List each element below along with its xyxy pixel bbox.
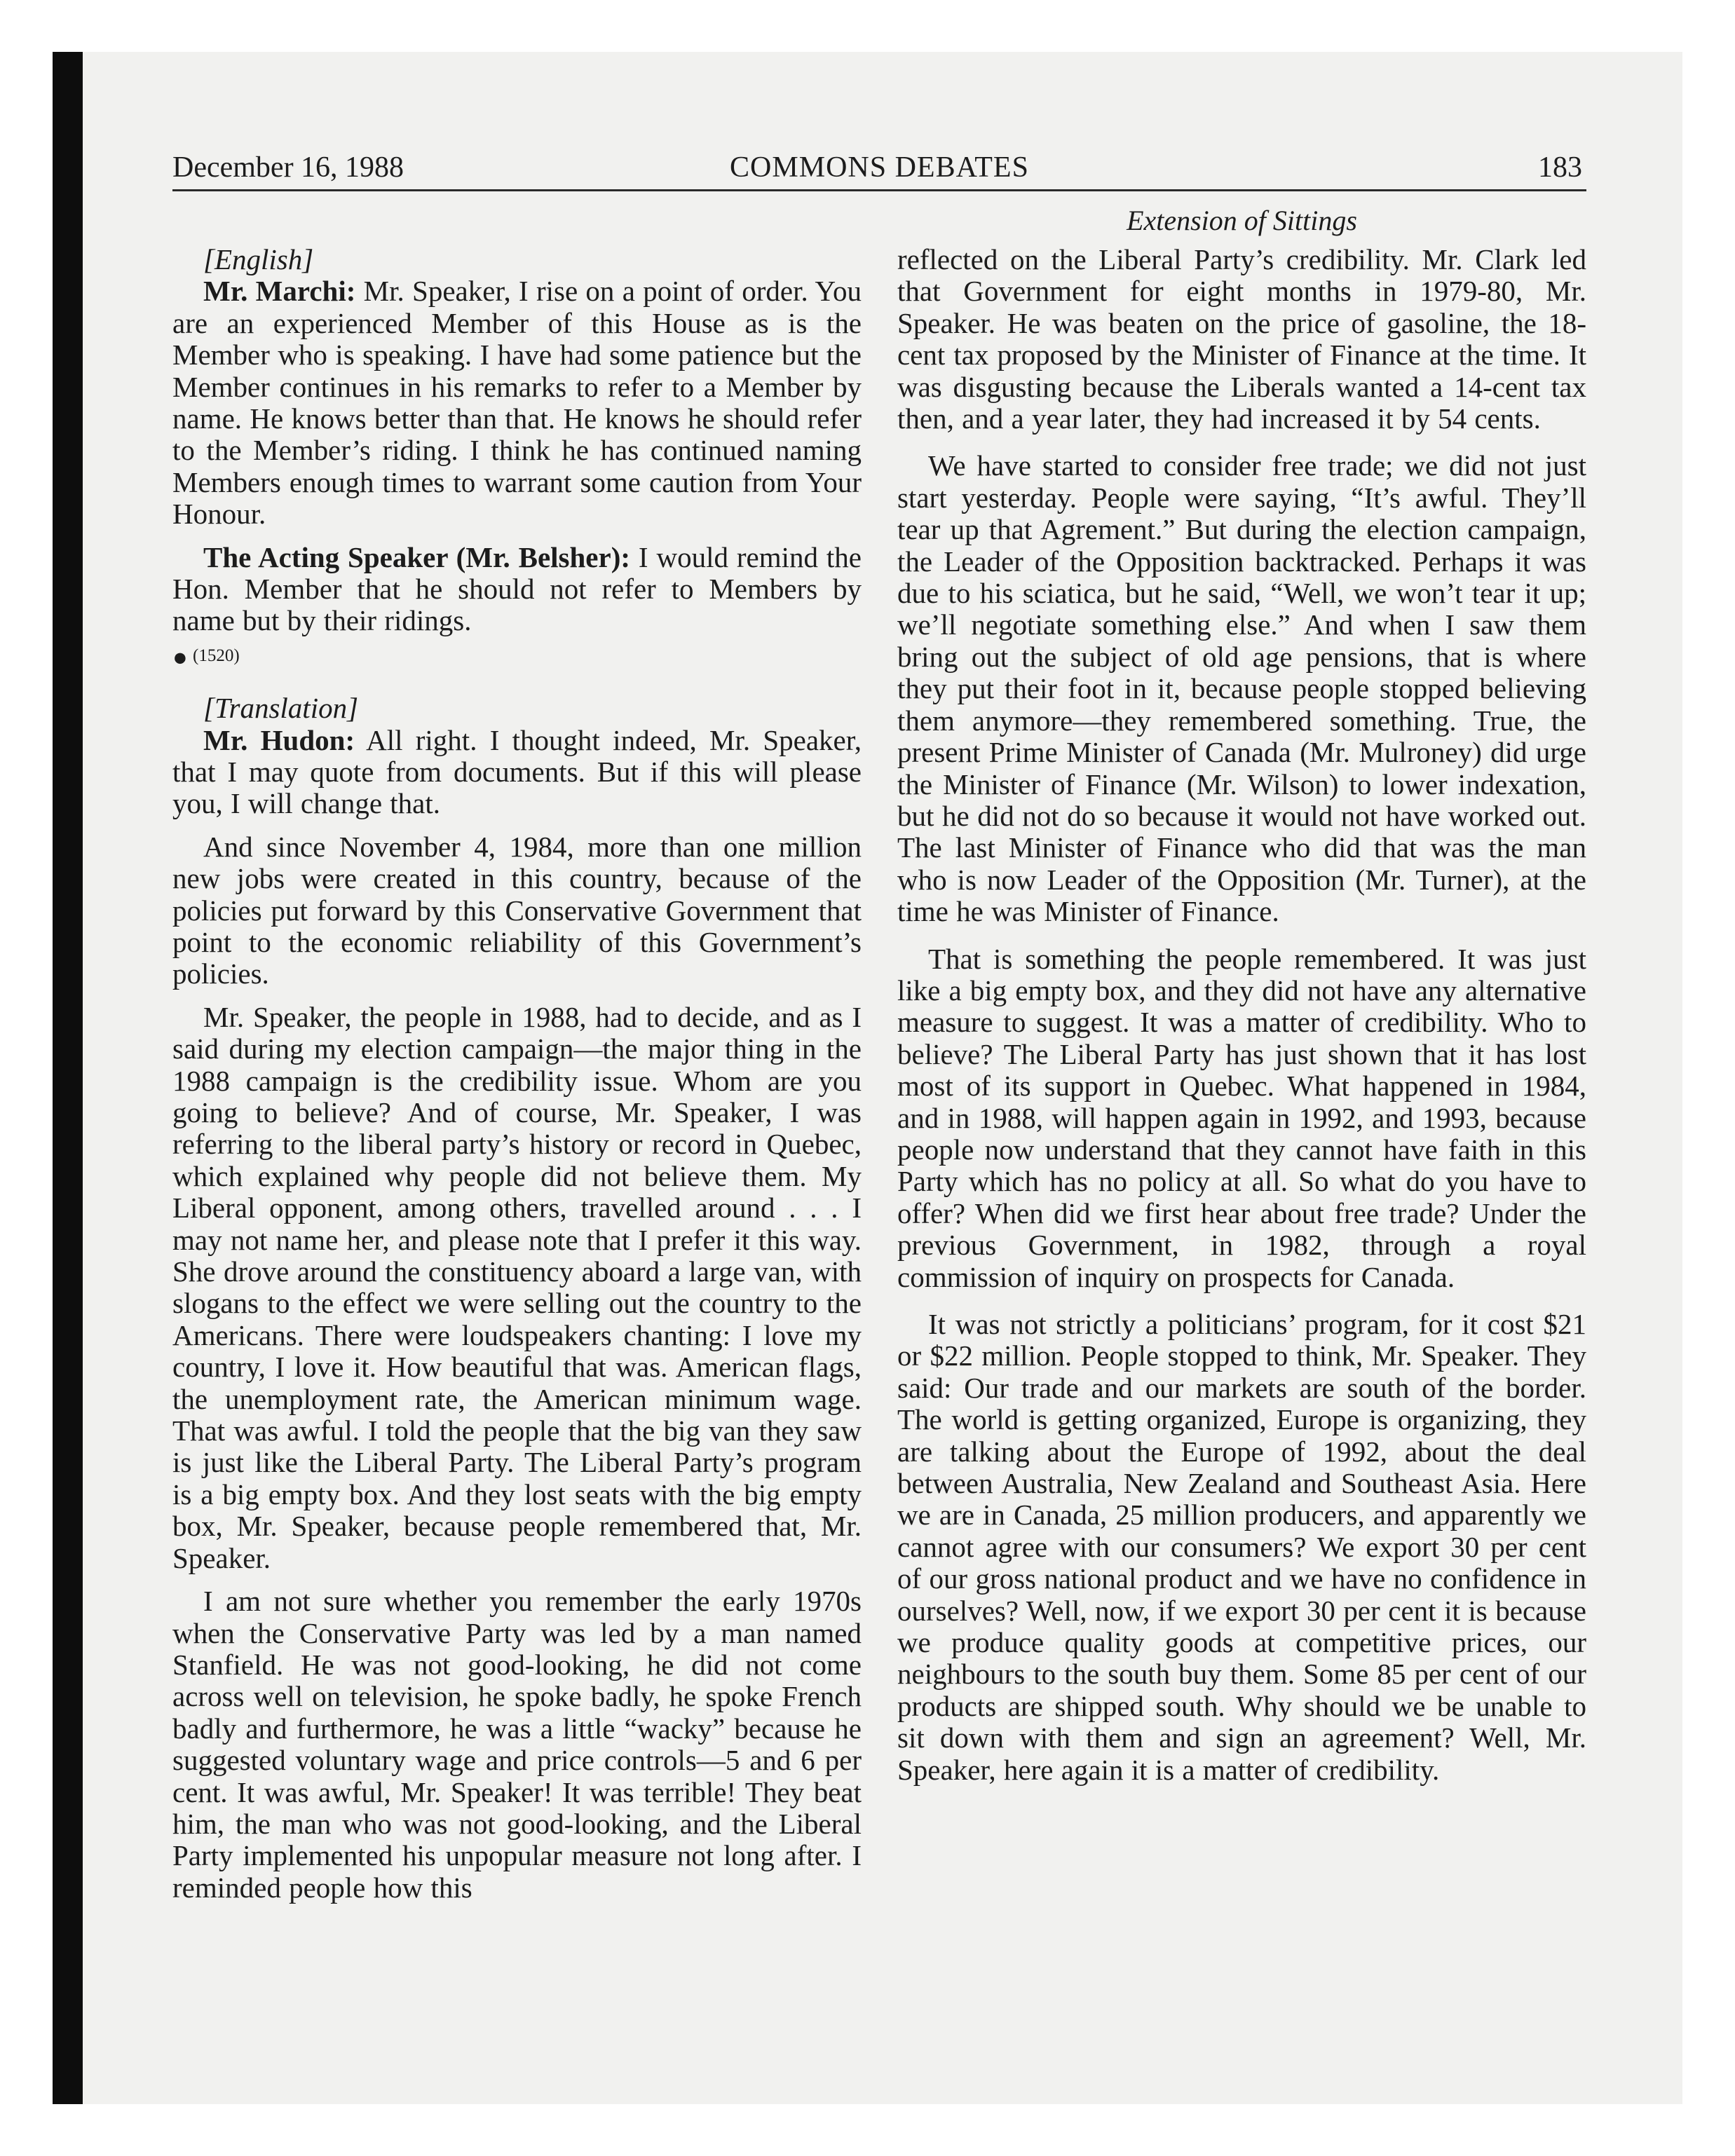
bullet-icon: ● <box>172 643 188 671</box>
speech-text: I would remind the Hon. Member that he should not refer to Members by name but by their ridings. <box>172 540 862 637</box>
page-number: 183 <box>1538 151 1582 184</box>
paragraph-program-cost: It was not strictly a politicians’ program, for it cost $21 or $22 million. People stopped to think, Mr. Speaker. They said: Our trade and our markets are south of the border. The world is getting organized, Europe is organizing, they are talking about the Europe of 1992, about the deal between Australia, New Zealand and Southeast Asia. Here we are in Canada, 25 million producers, and apparently we cannot agree with our consumers? We export 30 per cent of our gross national product and we have no confidence in ourselves? Well, now, if we export 30 per cent it is because we produce quality goods at competitive prices, our neighbours to the south buy them. Some 85 per cent of our products are shipped south. Why should we be unable to sit down with them and sign an agreement? Well, Mr. Speaker, here again it is a matter of credibility. <box>897 1308 1586 1786</box>
paragraph-clark: reflected on the Liberal Party’s credibility. Mr. Clark led that Government for eight months in 1979-80, Mr. Speaker. He was beaten on the price of gasoline, the 18-cent tax proposed by the Minister of Finance at the time. It was disgusting because the Liberals wanted a 14-cent tax then, and a year later, they had increased it by 54 cents. <box>897 243 1586 435</box>
paragraph-marchi <box>172 275 862 530</box>
time-marker <box>172 644 862 669</box>
left-column <box>172 244 862 1904</box>
paragraph-credibility: Mr. Speaker, the people in 1988, had to decide, and as I said during my election campaign—the major thing in the 1988 campaign is the credibility issue. Whom are you going to believe? And of course, Mr. Speaker, I was referring to the liberal party’s history or record in Quebec, which explained why people did not believe them. My Liberal opponent, among others, travelled around . . . I may not name her, and please note that I prefer it this way. She drove around the constituency aboard a large van, with slogans to the effect we were selling out the country to the Americans. There were loudspeakers chanting: I love my country, I love it. How beautiful that was. American flags, the unemployment rate, the American minimum wage. That was awful. I told the people that the big van they saw is just like the Liberal Party. The Liberal Party’s program is a big empty box. And they lost seats with the big empty box, Mr. Speaker, because people remembered that, Mr. Speaker. <box>172 1000 862 1574</box>
paragraph-acting-speaker <box>172 542 862 637</box>
time-marker-text: (1520) <box>193 646 240 665</box>
running-header <box>172 146 1586 191</box>
speaker-name: Mr. Marchi: <box>203 275 356 308</box>
speech-text: All right. I thought indeed, Mr. Speaker, that I may quote from documents. But if this will please you, I will change that. <box>172 723 862 820</box>
paragraph-stanfield: I am not sure whether you remember the early 1970s when the Conservative Party was led by a man named Stanfield. He was not good-looking, he did not come across well on television, he spoke badly, he spoke French badly and furthermore, he was a little “wacky” because he suggested voluntary wage and price controls—5 and 6 per cent. It was awful, Mr. Speaker! It was terrible! They beat him, the man who was not good-looking, and the Liberal Party implemented his unpopular measure not long after. I reminded people how this <box>172 1585 862 1904</box>
paragraph-empty-box: That is something the people remembered. It was just like a big empty box, and they did not have any alternative measure to suggest. It was a matter of credibility. Who to believe? The Liberal Party has just shown that it has lost most of its support in Quebec. What happened in 1984, and in 1988, will happen again in 1992, and 1993, because people now understand that they cannot have faith in this Party which has no policy at all. So what do you have to offer? When did we first hear about free trade? Under the previous Government, in 1982, through a royal commission of inquiry on prospects for Canada. <box>897 942 1586 1293</box>
header-date: December 16, 1988 <box>172 151 404 184</box>
paragraph-free-trade: We have started to consider free trade; we did not just start yesterday. People were saying, “It’s awful. They’ll tear up that Agrement.” But during the election campaign, the Leader of the Opposition backtracked. Perhaps it was due to his sciatica, but he said, “Well, we won’t tear it up; we’ll negotiate something else.” And when I saw them bring out the subject of old age pensions, that is where they put their foot in it, because people stopped believing them anymore—they remembered something. True, the present Prime Minister of Canada (Mr. Mulroney) did urge the Minister of Finance (Mr. Wilson) to lower indexation, but he did not do so because it would not have worked out. The last Minister of Finance who did that was the man who is now Leader of the Opposition (Mr. Turner), at the time he was Minister of Finance. <box>897 449 1586 928</box>
section-title: Extension of Sittings <box>1127 205 1357 236</box>
right-column <box>897 244 1586 1786</box>
language-marker-translation: [Translation] <box>203 692 359 725</box>
header-title: COMMONS DEBATES <box>730 151 1029 184</box>
paragraph-hudon <box>172 725 862 820</box>
speaker-name: Mr. Hudon: <box>203 723 355 756</box>
paragraph-jobs: And since November 4, 1984, more than one million new jobs were created in this country, because of the policies put forward by this Conservative Government that point to the economic reliability of this Government’s policies. <box>172 830 862 990</box>
scan-border <box>53 52 83 2104</box>
speaker-name: The Acting Speaker (Mr. Belsher): <box>203 540 631 573</box>
speech-text: Mr. Speaker, I rise on a point of order. You are an experienced Member of this House as is the Member who is speaking. I have had some patience but the Member continues in his remarks to refer to a Member by name. He knows better than that. He knows he should refer to the Member’s riding. I think he has continued naming Members enough times to warrant some caution from Your Honour. <box>172 275 862 531</box>
language-marker-english: [English] <box>203 243 314 275</box>
